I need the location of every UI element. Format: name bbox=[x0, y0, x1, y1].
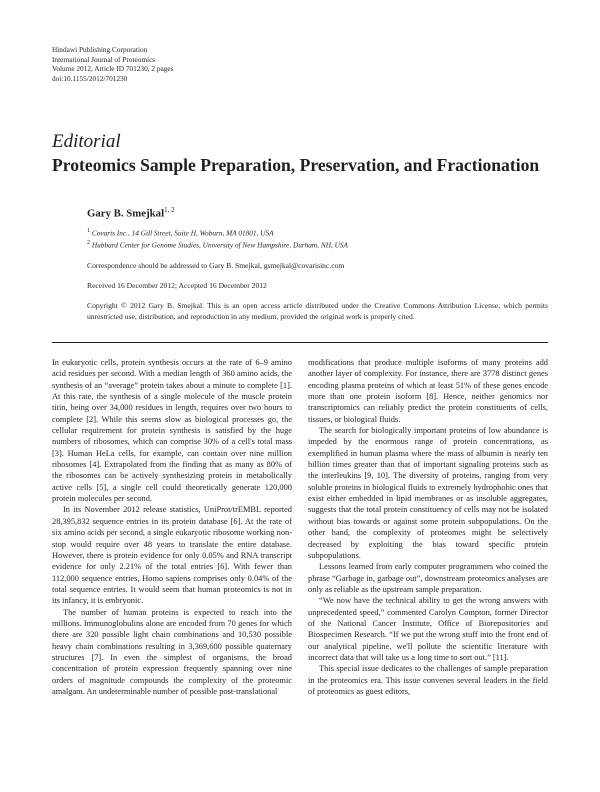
body-paragraph: In its November 2012 release statistics, UniProt/trEMBL reported 28,395,832 sequence entries in its protein database [6]. At the rate of six amino acids per second, a single eukaryotic ribosome working non-stop would require over 48 years to translate the entire database. However, there is protein evidence for only 0.05% and RNA transcript evidence for only 2.21% of the total entries [6]. With fewer than 112,000 sequence entries, Homo sapiens comprises only 0.04% of the total sequence entries. It would seem that human proteomics is not in its infancy, it is embryonic. bbox=[52, 505, 292, 606]
body-column-left bbox=[52, 357, 292, 697]
affiliation-2 bbox=[87, 238, 548, 250]
affiliation-number: 2 bbox=[87, 240, 91, 247]
body-paragraph: This special issue dedicates to the challenges of sample preparation in the proteomics era. This issue convenes several leaders in the field of proteomics as guest editors, bbox=[308, 664, 548, 696]
journal-name: International Journal of Proteomics bbox=[52, 54, 156, 64]
doi-link[interactable]: doi:10.1155/2012/701230 bbox=[52, 73, 128, 83]
copyright-notice: Copyright © 2012 Gary B. Smejkal. This is an open access article distributed under the Creative Commons Attribution License, which permits unrestricted use, distribution, and reproduction in any medium, provided the original work is properly cited. bbox=[87, 300, 548, 322]
body-paragraph: “We now have the technical ability to get the wrong answers with unprecedented speed,” commented Carolyn Compton, former Director of the National Cancer Institute, Office of Biorepositories and Biospecimen Research. “If we put the wrong stuff into the front end of our analytical pipeline, we'll pollute the scientific literature with incorrect data that will take us a long time to sort out.” [11]. bbox=[308, 596, 548, 662]
section-divider bbox=[52, 342, 548, 343]
correspondence-note: Correspondence should be addressed to Gary B. Smejkal, gsmejkal@covarisinc.com bbox=[87, 260, 345, 270]
body-paragraph: In eukaryotic cells, protein synthesis occurs at the rate of 6–9 amino acid residues per second. With a median length of 360 amino acids, the synthesis of an “average” protein takes about a minute to complete [1]. At this rate, the synthesis of a single molecule of the muscle protein titin, being over 34,000 residues in length, requires over two hours to complete [2]. While this seems slow as biological processes go, the cellular requirement for protein synthesis is satisfied by the huge numbers of ribosomes, which can comprise 30% of a cell's total mass [3]. Human HeLa cells, for example, can contain over nine million ribosomes [4]. Extrapolated from the finding that as many as 80% of the ribosomes can be actively synthesizing protein in metabolically active cells [5], a single cell could theoretically generate 120,000 protein molecules per second. bbox=[52, 358, 292, 504]
article-title: Proteomics Sample Preparation, Preservation, and Fractionation bbox=[52, 155, 540, 175]
body-paragraph: The search for biologically important proteins of low abundance is impeded by the enormous range of protein concentrations, as exemplified in human plasma where the mass of albumin is nearly ten billion times greater than that of important signaling proteins such as the interleukins [9, 10]. The diversity of proteins, ranging from very soluble proteins in biological fluids to extremely hydrophobic ones that exist either embedded in lipid membranes or as insoluble aggregates, suggests that the total protein constituency of cells may not be isolated without bias towards or against some protein subpopulations. On the other hand, the complexity of proteomes might be selectively decreased by exploiting the bias toward specific protein subpopulations. bbox=[308, 426, 548, 560]
body-paragraph: Lessons learned from early computer programmers who coined the phrase “Garbage in, garbage out”, downstream proteomics analyses are only as reliable as the upstream sample preparation. bbox=[308, 562, 548, 594]
author-name: Gary B. Smejkal bbox=[87, 207, 165, 220]
body-paragraph: modifications that produce multiple isoforms of many proteins add another layer of complexity. For instance, there are 3778 distinct genes encoding plasma proteins of which at least 51% of these genes encode more than one protein isoform [8]. Hence, neither genomics nor transcriptomics can reliably predict the protein constituents of cells, tissues, or biological fluids. bbox=[308, 358, 548, 424]
volume-info: Volume 2012, Article ID 701230, 2 pages bbox=[52, 64, 174, 74]
author-line bbox=[87, 206, 548, 226]
body-paragraph: The number of human proteins is expected to reach into the millions. Immunoglobulins alone are encoded from 70 genes for which there are 320 possible light chain combinations and 10,530 possible heavy chain combinations resulting in 3,369,600 possible quaternary structures [7]. In even the simplest of organisms, the broad concentration of protein expression frequently spanning over nine orders of magnitude compounds the complexity of the proteomic amalgam. An undeterminable number of possible post-translational bbox=[52, 607, 292, 696]
body-column-right bbox=[308, 357, 548, 697]
journal-header bbox=[52, 45, 173, 83]
affiliation-1 bbox=[87, 226, 548, 238]
publisher-name: Hindawi Publishing Corporation bbox=[52, 45, 148, 54]
author-affiliation-marks: 1, 2 bbox=[164, 206, 175, 214]
received-accepted-dates: Received 16 December 2012; Accepted 16 December 2012 bbox=[87, 280, 267, 290]
affiliation-text: Covaris Inc., 14 Gill Street, Suite H, Woburn, MA 01801, USA bbox=[91, 228, 274, 238]
affiliation-number: 1 bbox=[87, 228, 91, 234]
front-matter bbox=[87, 206, 548, 323]
article-type: Editorial bbox=[52, 131, 121, 152]
affiliation-text: Hubbard Center for Genome Studies, University of New Hampshire, Durham, NH, USA bbox=[91, 240, 348, 250]
